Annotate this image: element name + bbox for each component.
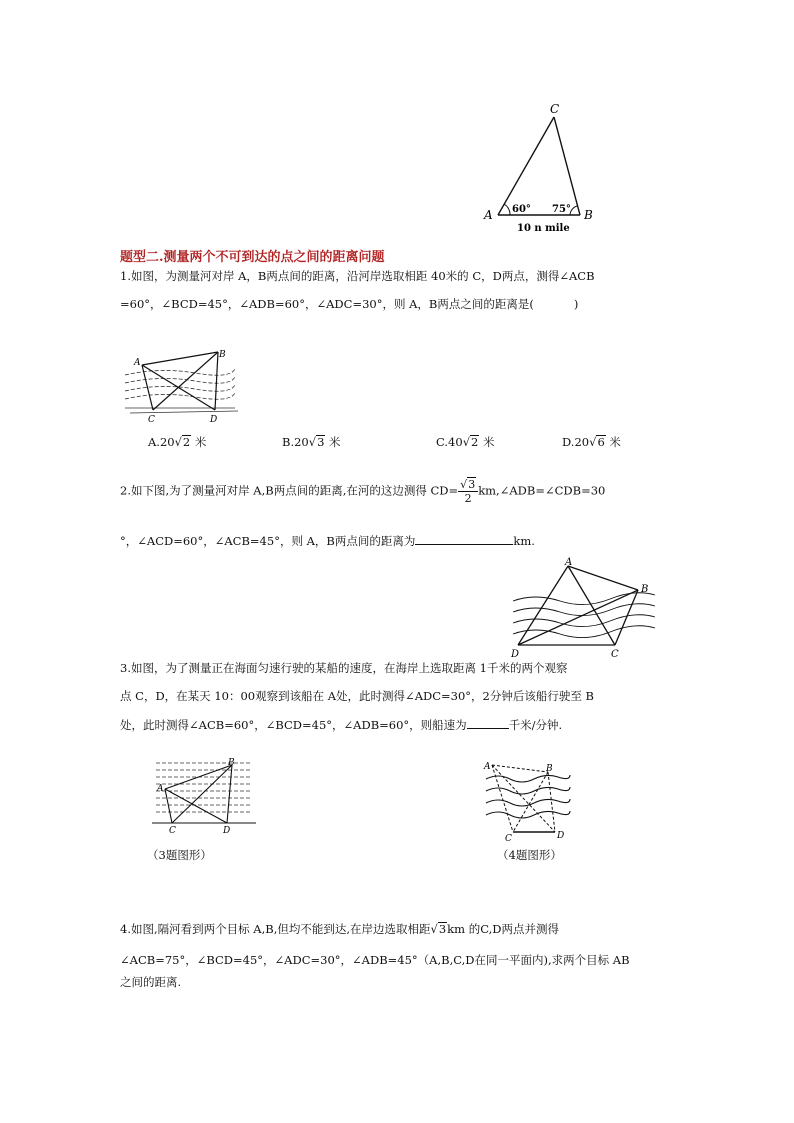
q3-line-ad	[165, 789, 227, 823]
q1-label-a: A	[134, 358, 141, 368]
q1-label-b: B	[219, 350, 226, 360]
q3-figure	[148, 755, 260, 835]
q4-line-ac	[492, 765, 513, 832]
q3-line1: 3.如图，为了测量正在海面匀速行驶的某船的速度，在海岸上选取距离 1千米的两个观察	[120, 661, 568, 675]
q3-line-bc	[172, 765, 232, 823]
q3-line3: 处，此时测得∠ACB=60°，∠BCD=45°，∠ADB=60°，则船速为 千米/分钟.	[120, 718, 563, 732]
angle-label-b: 75°	[552, 204, 571, 215]
section-title: 题型二.测量两个不可到达的点之间的距离问题	[120, 250, 385, 265]
q2-label-c: C	[611, 649, 619, 660]
q4-line2: ∠ACB=75°，∠BCD=45°，∠ADC=30°，∠ADB=45°（A,B,C,D在同一平面内),求两个目标 AB	[120, 953, 630, 967]
q4-line-ab	[492, 765, 548, 772]
q2-line2: °，∠ACD=60°，∠ACB=45°，则 A，B两点间的距离为 km.	[120, 534, 535, 548]
q3-label-a: A	[157, 784, 164, 794]
q1-label-c: C	[148, 415, 155, 425]
q4-line1: 4.如图,隔河看到两个目标 A,B,但均不能到达,在岸边选取相距√3km 的C,D两点并测得	[120, 922, 559, 936]
q1-option-c[interactable]: C.40√2 米	[436, 435, 495, 449]
q1-line2	[120, 296, 578, 312]
q1-option-d[interactable]: D.20√6 米	[562, 435, 621, 449]
q4-line-bd	[548, 772, 555, 832]
label-c: C	[550, 102, 560, 116]
q4-line3: 之间的距离.	[120, 975, 182, 989]
q4-label-d: D	[557, 831, 565, 841]
q2-line-ac	[568, 566, 615, 645]
q1-paren-close: )	[573, 297, 579, 311]
q1-line-bd	[215, 352, 218, 410]
triangle-side-bc	[554, 117, 580, 215]
q2-figure	[505, 557, 665, 659]
q1-figure	[120, 345, 245, 425]
q2-label-a: A	[565, 557, 573, 568]
q1-line-bc	[153, 352, 218, 410]
q4-figure	[480, 755, 575, 843]
q1-line2-text: =60°，∠BCD=45°，∠ADB=60°，∠ADC=30°，则 A，B两点之间的距离是(	[120, 297, 534, 311]
q3-figure-caption: （3题图形）	[147, 848, 212, 862]
q4-label-a: A	[484, 762, 491, 772]
triangle-side-ac	[498, 117, 554, 215]
angle-label-a: 60°	[512, 204, 531, 215]
q3-answer-blank[interactable]	[467, 716, 509, 729]
q2-answer-blank[interactable]	[415, 532, 513, 545]
q1-option-a[interactable]: A.20√2 米	[148, 435, 207, 449]
q4-label-b: B	[546, 764, 553, 774]
q2-line1: 2.如下图,为了测量河对岸 A,B两点间的距离,在河的这边测得 CD= $\frac{√3}{2}$ km,∠ADB=∠CDB=30	[120, 478, 606, 505]
q1-line1: 1.如图，为测量河对岸 A，B两点间的距离，沿河岸选取相距 40米的 C，D两点，测得∠ACB	[120, 269, 595, 283]
q2-line-ab	[568, 566, 638, 590]
q2-label-b: B	[641, 584, 649, 595]
label-a: A	[484, 208, 493, 222]
top-triangle-figure	[480, 100, 600, 235]
q1-line-ab	[142, 352, 218, 365]
angle-arc-a	[504, 204, 510, 215]
q2-fraction: $\frac{√3}{2}$	[458, 478, 478, 505]
base-length-label: 10 n mile	[517, 223, 570, 234]
q3-label-b: B	[228, 758, 235, 768]
label-b: B	[584, 208, 593, 222]
angle-arc-b	[570, 206, 577, 215]
q1-label-d: D	[210, 415, 218, 425]
q3-label-d: D	[223, 826, 231, 836]
q4-figure-caption: （4题图形）	[497, 848, 562, 862]
q3-label-c: C	[169, 826, 176, 836]
q3-line-bd	[227, 765, 232, 823]
q4-label-c: C	[505, 834, 512, 844]
q3-line-ac	[165, 789, 172, 823]
q2-label-d: D	[511, 649, 520, 660]
q1-option-b[interactable]: B.20√3 米	[282, 435, 341, 449]
q3-line2: 点 C，D，在某天 10：00观察到该船在 A处，此时测得∠ADC=30°，2分钟后该船行驶至 B	[120, 689, 594, 703]
